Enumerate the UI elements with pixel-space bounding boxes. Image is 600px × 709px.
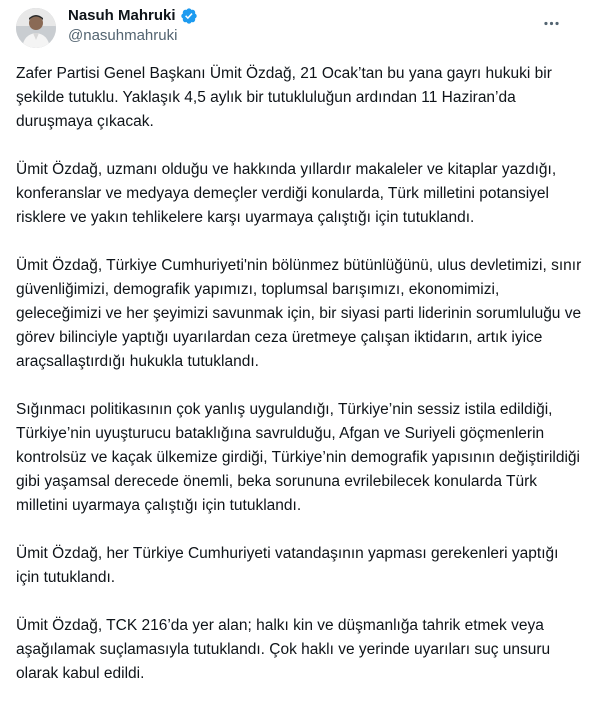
- name-row: [68, 6, 198, 26]
- person-avatar-icon: [16, 8, 56, 48]
- tweet-paragraph: Sığınmacı politikasının çok yanlış uygulandığı, Türkiye’nin sessiz istila edildiği, Türkiye’nin uyuşturucu bataklığına savrulduğu, Afgan ve Suriyeli göçmenlerin kontrolsüz ve kaçak ülkemize girdiği, Türkiye’nin demografik yapısının değiştirildiği gibi yaşamsal derecede önemli, beka sorununa evrilebilecek konularda Türk milletini uyarmaya çalıştığı için tutuklandı.: [16, 401, 580, 514]
- tweet-header: [16, 0, 584, 54]
- author-names: [68, 6, 198, 46]
- more-options-icon[interactable]: [534, 6, 568, 40]
- handle[interactable]: @nasuhmahruki: [68, 27, 178, 44]
- display-name[interactable]: Nasuh Mahruki: [68, 7, 176, 24]
- tweet-paragraph: Ümit Özdağ, her Türkiye Cumhuriyeti vatandaşının yapması gerekenleri yaptığı için tutuklandı.: [16, 545, 559, 586]
- tweet-paragraph: Ümit Özdağ, Türkiye Cumhuriyeti'nin bölünmez bütünlüğünü, ulus devletimizi, sınır güvenliğimizi, demografik yapımızı, toplumsal barışımızı, ekonomimizi, geleceğimizi ve her şeyimizi savunmak için, bir siyasi parti liderinin sorumluluğu ve görev bilinciyle yaptığı uyarılardan ceza üretmeye çalışan iktidarın, artık iyice araçsallaştırdığı hukukla tutuklandı.: [16, 257, 582, 370]
- avatar[interactable]: [16, 8, 56, 48]
- verified-badge-icon: [180, 7, 198, 25]
- tweet-text: [16, 62, 584, 686]
- tweet-paragraph: Ümit Özdağ, TCK 216’da yer alan; halkı kin ve düşmanlığa tahrik etmek veya aşağılamak suçlamasıyla tutuklandı. Çok haklı ve yerinde uyarıları suç unsuru olarak kabul edildi.: [16, 617, 551, 682]
- tweet-paragraph: Zafer Partisi Genel Başkanı Ümit Özdağ, 21 Ocak’tan bu yana gayrı hukuki bir şekilde tutuklu. Yaklaşık 4,5 aylık bir tutukluluğun ardından 11 Haziran’da duruşmaya çıkacak.: [16, 65, 552, 130]
- tweet-paragraph: Ümit Özdağ, uzmanı olduğu ve hakkında yıllardır makaleler ve kitaplar yazdığı, konferanslar ve medyaya demeçler verdiği konularda, Türk milletini potansiyel risklere ve yakın tehlikelere karşı uyarmaya çalıştığı için tutuklandı.: [16, 161, 557, 226]
